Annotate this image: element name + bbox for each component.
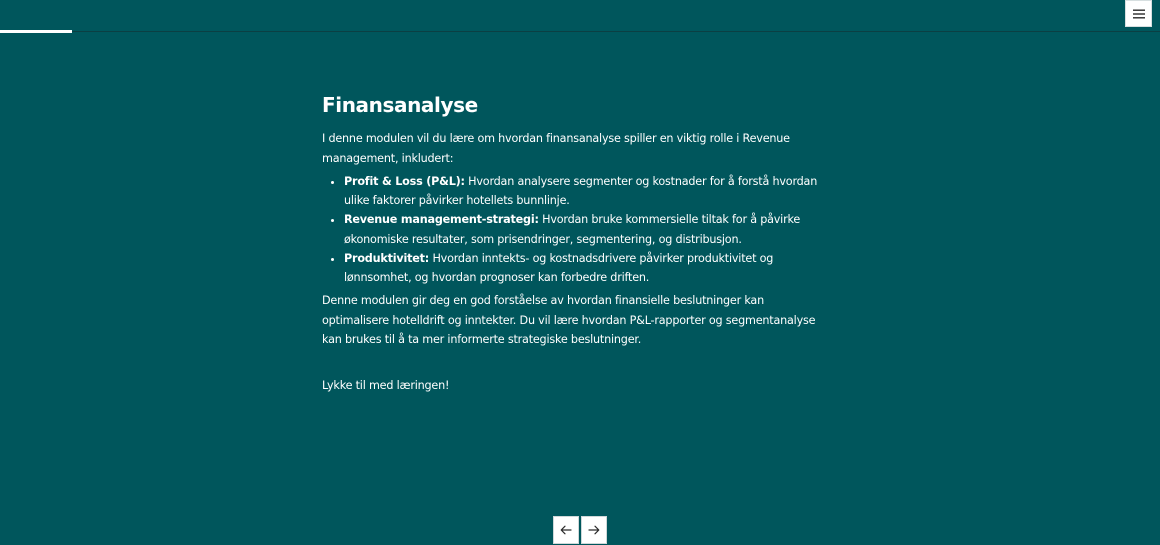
topic-text: Hvordan analysere segmenter og kostnader for å forstå hvordan ulike faktorer påvirker hotellets bunnlinje. xyxy=(344,175,818,208)
lesson-navigation xyxy=(553,516,607,544)
arrow-left-icon xyxy=(560,525,572,535)
lesson-content xyxy=(322,93,827,406)
lesson-progress-fill xyxy=(0,30,72,33)
arrow-right-icon xyxy=(588,525,600,535)
top-bar xyxy=(0,0,1160,32)
page-title: Finansanalyse xyxy=(322,93,478,117)
lesson-intro: I denne modulen vil du lære om hvordan finansanalyse spiller en viktig rolle i Revenue management, inkludert: xyxy=(322,132,790,165)
previous-button[interactable] xyxy=(553,516,579,544)
lesson-summary: Denne modulen gir deg en god forståelse av hvordan finansielle beslutninger kan optimalisere hotelldrift og inntekter. Du vil lære hvordan P&L-rapporter og segmentanalyse kan brukes til å ta mer informerte strategiske beslutninger. xyxy=(322,294,816,347)
hamburger-icon xyxy=(1133,9,1145,19)
topic-list xyxy=(322,172,827,287)
lesson-closing: Lykke til med læringen! xyxy=(322,378,450,392)
topic-term: Revenue management-strategi: xyxy=(344,213,539,227)
lesson-progress-bar xyxy=(0,30,1160,33)
list-item xyxy=(344,172,827,210)
topic-text: Hvordan bruke kommersielle tiltak for å påvirke økonomiske resultater, som prisendringer, segmentering, og distribusjon. xyxy=(344,213,801,246)
topic-term: Produktivitet: xyxy=(344,251,430,265)
list-item xyxy=(344,249,827,287)
topic-text: Hvordan inntekts- og kostnadsdrivere påvirker produktivitet og lønnsomhet, og hvordan prognoser kan forbedre driften. xyxy=(344,251,774,285)
list-item xyxy=(344,210,827,248)
topic-term: Profit & Loss (P&L): xyxy=(344,175,465,188)
next-button[interactable] xyxy=(581,516,607,544)
menu-button[interactable] xyxy=(1125,0,1152,27)
